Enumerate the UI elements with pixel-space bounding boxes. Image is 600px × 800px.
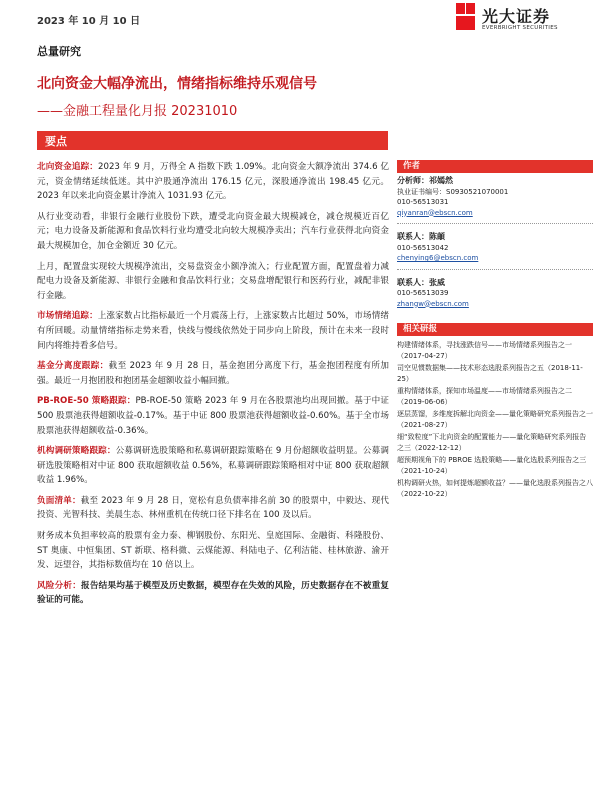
authors-label: 作者 [403,161,421,171]
author-1-name: 祁嫣然 [429,176,453,185]
inst-label: 机构调研策略跟踪： [37,446,116,457]
neg-label: 负面清单： [37,495,81,506]
related-reports [397,340,593,499]
author-3 [397,275,593,310]
pb-label: PB-ROE-50 策略跟踪： [37,396,136,407]
author-3-name: 张威 [429,277,445,287]
related-report-item[interactable]: 重构情绪体系，探知市场温度——市场情绪系列报告之二（2019-06-06） [397,387,572,406]
report-subtitle: ——金融工程量化月报 20231010 [37,104,238,119]
neg-paragraph [37,494,389,523]
author-3-role: 联系人： [397,277,429,287]
fund-label: 基金分离度跟踪： [37,361,109,372]
author-2-role: 联系人： [397,232,429,241]
author-1-email[interactable]: qiyanran@ebscn.com [397,208,473,217]
risk-paragraph [37,579,389,608]
market-label: 市场情绪追踪： [37,311,98,322]
key-points-bar [37,131,388,150]
authors-header [397,160,593,173]
sidebar [397,160,593,501]
inst-paragraph [37,444,389,488]
author-1 [397,173,593,218]
logo-text: 光大证券 [482,7,551,26]
cost-paragraph: 财务成本负担率较高的股票有金力泰、柳钢股份、东阳光、皇庭国际、金融街、科隆股份、ST 奥康、中恒集团、ST 新联、格科微、云煤能源、科陆电子、亿利洁能、桂林旅游、渝开发、远望谷，其指标数值均在 10 倍以上。 [37,531,389,571]
pb-paragraph [37,394,389,438]
logo-subtext: EVERBRIGHT SECURITIES [482,25,558,31]
key-points-label: 要点 [45,135,67,148]
north-label: 北向资金追踪： [37,162,99,172]
report-title: 北向资金大幅净流出，情绪指标维持乐观信号 [37,76,317,92]
related-report-item[interactable]: 司空见惯数据集——技术形态选股系列报告之五（2018-11-25） [397,364,583,383]
market-text: 上涨家数占比指标最近一个月震荡上行，上涨家数占比超过 50%，市场情绪有所回暖。动量情绪指标走势来看，快线与慢线依然处于同步向上阶段，预计在未来一段时间内将维持看多信号。 [37,311,389,351]
report-category: 总量研究 [37,45,81,58]
related-label: 相关研报 [403,324,438,334]
author-2 [397,229,593,264]
author-1-role: 分析师： [397,176,429,185]
risk-text: 报告结果均基于模型及历史数据，模型存在失效的风险，历史数据存在不被重复验证的可能。 [37,580,389,606]
north-paragraph [37,160,389,204]
neg-text: 截至 2023 年 9 月 28 日，宽松有息负债率排名前 30 的股票中，中毅达、现代投资、光智科技、美晨生态、林州重机在传统口径下排名在 100 及以后。 [37,495,389,521]
inst-text: 公募调研选股策略和私募调研跟踪策略在 9 月份超额收益明显。公募调研选股策略相对中证 800 获取超额收益 0.56%，私募调研跟踪策略相对中证 800 获取超额收益 1.96%。 [37,446,389,486]
author-3-email[interactable]: zhangw@ebscn.com [397,299,469,308]
logo-mark-icon [454,3,476,31]
fund-paragraph [37,359,389,388]
author-2-phone: 010-56513042 [397,243,449,252]
market-paragraph [37,309,389,353]
config-paragraph: 上月，配置盘实现较大规模净流出，交易盘资金小额净流入；行业配置方面，配置盘着力减配电力设备及新能源、非银行金融和食品饮料行业；交易盘增配银行和医药行业，减配非银行金融。 [37,261,389,301]
author-1-cert: 执业证书编号：S0930521070001 [397,187,509,196]
north-text: 2023 年 9 月，万得全 A 指数下跌 1.09%。北向资金大额净流出 374.6 亿元，资金情绪延续低迷。其中沪股通净流出 176.15 亿元，深股通净流出 198.45 亿元。2023 年以来北向资金累计净流入 1031.93 亿元。 [37,162,389,202]
related-report-item[interactable]: 超预期视角下的 PBROE 选股策略——量化选股系列报告之三（2021-10-24） [397,456,587,475]
related-report-item[interactable]: 逐层蒸馏，多维度拆解北向资金——量化策略研究系列报告之一（2021-08-27） [397,410,593,429]
main-content [37,160,389,614]
risk-label: 风险分析： [37,580,82,591]
related-report-item[interactable]: 构建情绪体系，寻找涨跌信号——市场情绪系列报告之一（2017-04-27） [397,341,572,360]
related-header [397,323,593,336]
pb-text: PB-ROE-50 策略 2023 年 9 月在各股票池均出现回撤。基于中证 500 股票池获得超额收益-0.17%。基于中证 800 股票池获得超额收益-0.60%。基于全市场股票池获得超额收益-0.36%。 [37,396,389,436]
author-2-email[interactable]: chenying6@ebscn.com [397,254,479,262]
author-3-phone: 010-56513039 [397,289,449,297]
related-report-item[interactable]: 细“致粒度”下北向资金的配置能力——量化策略研究系列报告之三（2022-12-12） [397,433,587,452]
related-report-item[interactable]: 机构调研火热，如何提炼超额收益？——量化选股系列报告之八（2022-10-22） [397,479,593,498]
report-date: 2023 年 10 月 10 日 [37,16,141,27]
author-2-name: 陈頔 [429,232,445,241]
fund-text: 截至 2023 年 9 月 28 日，基金抱团分离度下行，基金抱团程度有所加强。最近一月抱团股和抱团基金超额收益小幅回撤。 [37,361,389,386]
company-logo [454,3,564,37]
industry-paragraph: 从行业变动看，非银行金融行业股份下跌，遭受北向资金最大规模减仓，减仓规模近百亿元；电力设备及新能源和食品饮料行业均遭受北向较大规模净卖出；汽车行业获得北向资金最大规模加仓，加仓金额近 30 亿元。 [37,211,389,251]
author-1-phone: 010-56513031 [397,198,449,206]
